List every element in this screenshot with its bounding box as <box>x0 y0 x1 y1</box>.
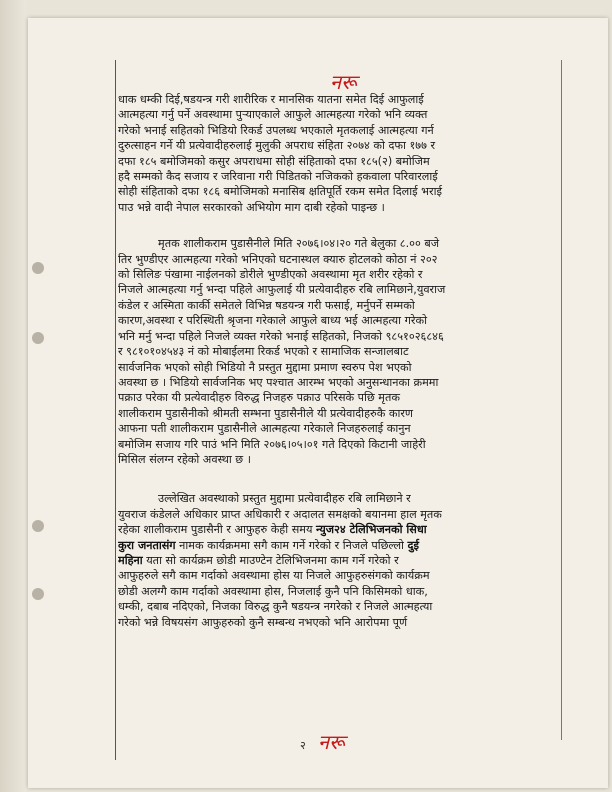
bottom-signature: नरू <box>318 730 345 754</box>
text-line: धम्की, दबाब नदिएको, निजका विरुद्ध कुनै षडयन्त्र नगरेको र निजले आत्महत्या <box>118 600 433 614</box>
text-line: युवराज कंडेलले अधिकार प्राप्त अधिकारी र अदालत समक्षको बयानमा हाल मृतक <box>118 507 442 521</box>
paragraph-2 <box>118 236 558 467</box>
text-run: रहेका शालीकराम पुडासैनी र आफुहरु केही समय <box>118 523 316 537</box>
text-line: भनि मर्नु भन्दा पहिले निजले व्यक्त गरेको भनाई सहितको, निजको ९८५१०२६८४६ <box>118 329 444 343</box>
text-line: को सिलिङ पंखामा नाईलनको डोरीले भुण्डीएको अवस्थामा मृत शरीर रहेको र <box>118 268 423 282</box>
text-line: धाक धम्की दिई,षडयन्त्र गरी शारीरिक र मानसिक यातना समेत दिई आफुलाई <box>118 93 424 106</box>
text-line: बमोजिम सजाय गरि पाउं भनि मिति २०७६।०५।०१ गते दिएको किटानी जाहेरी <box>118 437 426 451</box>
margin-rule <box>115 60 116 760</box>
bold-duration: महिना <box>118 553 143 567</box>
punch-hole <box>32 520 44 532</box>
right-rule <box>561 60 562 740</box>
paragraph-1 <box>118 92 558 215</box>
text-line: कंडेल र अस्मिता कार्की समेतले विभिन्न षडयन्त्र गरी फसाई, मर्नुपर्ने सम्मको <box>118 298 415 312</box>
text-line: तिर भुण्डीएर आत्महत्या गरेको भनिएको घटनास्थल क्यारु होटलको कोठा नं २०२ <box>118 252 438 266</box>
text-line: हदै सम्मको कैद सजाय र जरिवाना गरी पिडितको नजिकको हकवाला परिवारलाई <box>118 170 438 184</box>
paragraph-3 <box>118 491 558 630</box>
text-line: गरेको भन्ने विषयसंग आफुहरुको कुनै सम्बन्ध नभएको भनि आरोपमा पूर्ण <box>118 615 408 629</box>
text-run: नामक कार्यक्रममा सगै काम गर्ने गरेको र निजले पछिल्लो <box>175 538 408 552</box>
text-line: सार्वजनिक भएको सोही भिडियो नै प्रस्तुत मुद्दामा प्रमाण स्वरुप पेश भएको <box>118 360 412 374</box>
text-line: सोही संहिताको दफा १८६ बमोजिमको मनासिब क्षतिपूर्ति रकम समेत दिलाई भराई <box>118 185 442 199</box>
text-line: आत्महत्या गर्नु पर्ने अवस्थामा पुऱ्याएकाले आफुले आत्महत्या गरेको भनि व्यक्त <box>118 108 428 122</box>
bold-program-name: कुरा जनतासंग <box>118 538 176 552</box>
text-line: शालीकराम पुडासैनीको श्रीमती सम्भना पुडासैनीले यी प्रत्येवादीहरुकै कारण <box>118 406 414 420</box>
text-line: कारण,अवस्था र परिस्थिती श्रृजना गरेकाले आफुले बाध्य भई आत्महत्या गरेको <box>118 314 427 328</box>
text-line: दुरुत्साहन गर्ने यी प्रत्येवादीहरुलाई मुलुकी अपराध संहिता २०७४ को दफा १७७ र <box>118 139 436 153</box>
text-line <box>118 522 558 537</box>
punch-hole <box>32 262 44 274</box>
text-line <box>118 553 558 568</box>
document-body <box>118 92 558 630</box>
bold-program-name: न्युज२४ टेलिभिजनको सिधा <box>316 523 427 537</box>
text-line: छोडी अलग्गै काम गर्दाको अवस्थामा होस, निजलाई कुनै पनि किसिमको धाक, <box>118 584 428 598</box>
punch-hole <box>32 332 44 344</box>
page-edge-shadow <box>0 0 26 792</box>
page-number: २ <box>300 739 306 752</box>
text-line: निजले आत्महत्या गर्नु भन्दा पहिले आफुलाई यी प्रत्येवादीहरु रबि लामिछाने,युवराज <box>118 283 446 297</box>
text-line: आफुहरुले सगै काम गर्दाको अवस्थामा होस या निजले आफुहरुसंगको कार्यक्रम <box>118 569 430 583</box>
text-line: मिसिल संलग्न रहेको अवस्था छ । <box>118 452 251 466</box>
text-line: पाउ भन्ने वादी नेपाल सरकारको अभियोग माग दाबी रहेको पाइन्छ । <box>118 200 385 214</box>
text-line: र ९८१०१०४५४३ नं को मोबाईलमा रिकर्ड भएको र सामाजिक सन्जालबाट <box>118 345 409 359</box>
punch-hole <box>32 588 44 600</box>
text-line: पक्राउ परेका यी प्रत्येवादीहरु विरुद्ध निजहरु पक्राउ परिसके पछि मृतक <box>118 391 400 405</box>
text-line: आफना पती शालीकराम पुडासैनीले आत्महत्या गरेकाले निजहरुलाई कानुन <box>118 422 411 436</box>
text-line: अवस्था छ । भिडियो सार्वजनिक भए पश्चात आरम्भ भएको अनुसन्धानका क्रममा <box>118 375 439 389</box>
text-line: मृतक शालीकराम पुडासैनीले मिति २०७६।०४।२० गते बेलुका ८.०० बजे <box>158 237 440 251</box>
top-signature: नरू <box>330 70 357 94</box>
text-line: दफा १८५ बमोजिमको कसुर अपराधमा सोही संहिताको दफा १८५(२) बमोजिम <box>118 154 430 168</box>
text-run: यता सो कार्यक्रम छोडी माउण्टेन टेलिभिजनमा काम गर्ने गरेको र <box>142 553 399 567</box>
text-line <box>118 538 558 553</box>
text-line: उल्लेखित अवस्थाको प्रस्तुत मुद्दामा प्रत्येवादीहरु रबि लामिछाने र <box>158 492 411 506</box>
bold-duration: दुई <box>407 538 419 552</box>
text-line: गरेको भनाई सहितको भिडियो रिकर्ड उपलब्ध भएकाले मृतकलाई आत्महत्या गर्न <box>118 123 434 137</box>
